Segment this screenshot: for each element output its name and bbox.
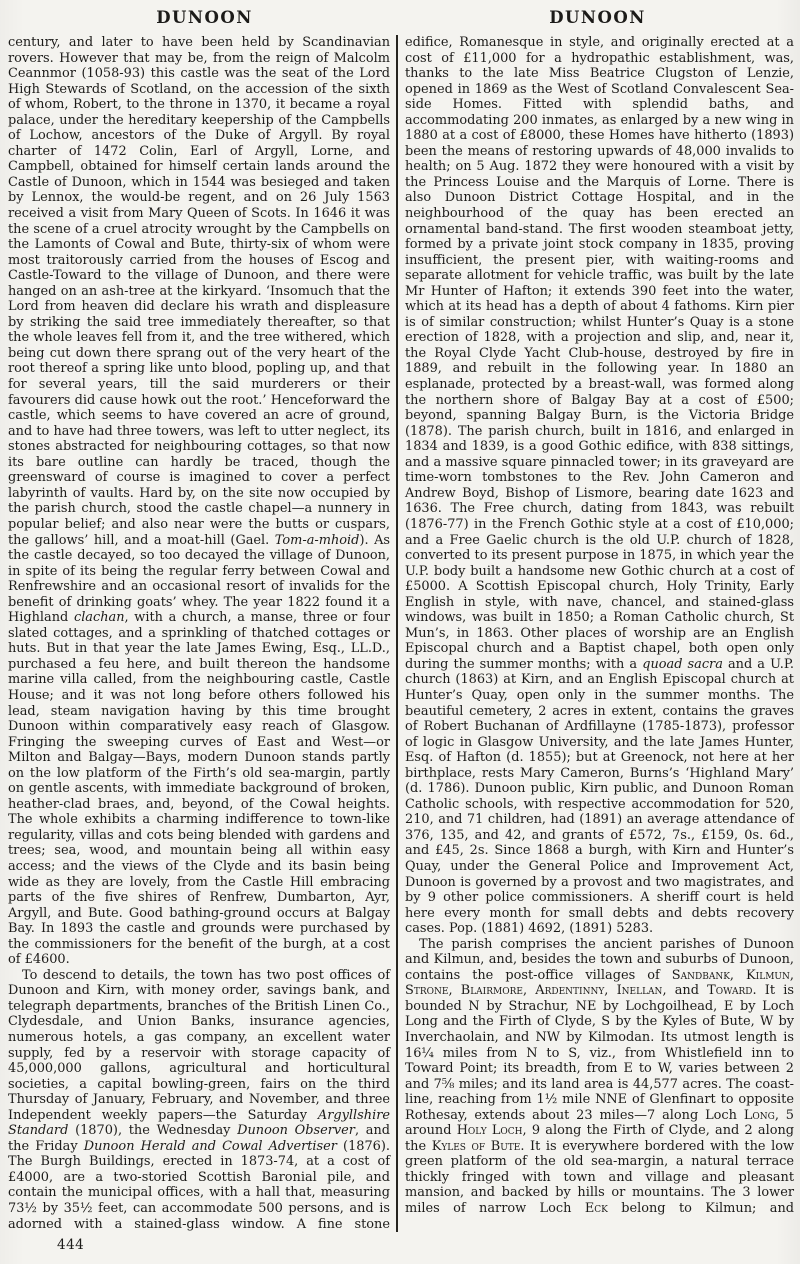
text-segment: , — [729, 967, 747, 983]
text-columns — [8, 35, 794, 1232]
text-segment: (1876). The Burgh Buildings, erected in 1873-74, at a cost of £4000, are a two-storied Scottish Baronial pile, and contain the municipal offices, with a hall that, measuring 73½ by 35½ feet, can accommodate 500 persons, and is adorned with a stained-glass window. A fine stone — [8, 1138, 391, 1232]
text-segment: , — [522, 983, 536, 999]
paragraph — [405, 937, 794, 1217]
text-segment: The parish comprises the ancient parishes of Dunoon and Kilmun, and, besides the town and suburbs of Dunoon, contains the post-office villages of — [405, 936, 794, 983]
text-segment: Holy Loch — [456, 1123, 523, 1139]
page-number: 444 — [57, 1237, 85, 1253]
running-head-right: DUNOON — [549, 8, 646, 27]
text-segment: Blairmore — [460, 983, 523, 999]
text-segment: quoad sacra — [642, 656, 723, 672]
text-segment: Argyllshire Standard — [8, 1107, 390, 1139]
text-segment: belong to Kilmun; and — [607, 1201, 794, 1217]
text-segment: Tom-a-mhoid — [274, 532, 360, 548]
text-segment: Kilmun — [746, 967, 790, 983]
text-segment: , — [789, 967, 794, 983]
text-segment: , and — [662, 983, 708, 999]
text-segment: , and the Friday — [8, 1123, 390, 1154]
text-segment: , — [604, 983, 617, 999]
text-segment: ). As the castle decayed, so too decayed the village of Dunoon, in spite of its being the regular ferry between Cowal and Renfrewshire and an occasional resort of invalids for the benefit of drinking goats’ whey. The year 1822 found it a Highland — [8, 532, 390, 626]
text-segment: century, and later to have been held by Scandinavian rovers. However that may be, from the reign of Malcolm Ceannmor (1058-93) this castle was the seat of the Lord High Stewards of Scotland, on the accession of the sixth of whom, Robert, to the throne in 1370, it became a royal palace, under the hereditary keepership of the Campbells of Lochow, ancestors of the Duke of Argyll. By royal charter of 1472 Colin, Earl of Argyll, Lorne, and Campbell, obtained for himself certain lands around the Castle of Dunoon, which in 1544 was besieged and taken by Lennox, the would-be regent, and on 26 July 1563 received a visit from Mary Queen of Scots. In 1646 it was the scene of a cruel atrocity wrought by the Campbells on the Lamonts of Cowal and Bute, thirty-six of whom were most traitorously carried from the houses of Escog and Castle-Toward to the village of Dunoon, and there were hanged on an ash-tree at the kirkyard. ‘Insomuch that the Lord from heaven did declare his wrath and displeasure by striking the said tree immediately thereafter, so that the whole leaves fell from it, and the tree withered, which being cut down there sprang out of the very heart of the root thereof a spring like unto blood, popling up, and that for several years, till the said murderers or their favourers did cause howk out the root.’ Henceforward the castle, which seems to have covered an acre of ground, and to have had three towers, was left to utter neglect, its stones abstracted for neighbouring cottages, so that now its bare outline can hardly be traced, though the greensward of course is imagined to cover a perfect labyrinth of vaults. Hard by, on the site now occupied by the parish church, stood the castle chapel—a nunnery in popular belief; and also near were the butts or cuspars, the gallows’ hill, and a moat-hill (Gael. — [8, 35, 390, 548]
text-segment: , 9 along the Firth of Clyde, and 2 along the — [405, 1123, 795, 1154]
text-segment: . It is bounded N by Strachur, NE by Lochgoilhead, E by Loch Long and the Firth of Clyde, S by the Kyles of Bute, W by Inverchaolain, and NW by Kilmodan. Its utmost length is 16¼ miles from N to S, viz., from Whistlefield inn to Toward Point; its breadth, from E to W, varies between 2 and 7⅝ miles; and its land area is 44,577 acres. The coast-line, reaching from 1½ mile NNE of Glenfinart to opposite Rothesay, extends about 23 miles—7 along Loch — [405, 983, 794, 1123]
paragraph — [405, 35, 794, 937]
text-segment: , 5 around — [405, 1107, 794, 1139]
text-segment: Sandbank — [671, 967, 730, 983]
text-segment: , with a church, a manse, three or four slated cottages, and a sprinkling of thatched cottages or huts. But in that year the late James Ewing, Esq., LL.D., purchased a feu here, and built thereon the handsome marine villa called, from the neighbouring castle, Castle House; and it was not long before others followed his lead, steam navigation having by this time brought Dunoon within comparatively easy reach of Glasgow. Fringing the sweeping curves of East and West—or Milton and Balgay—Bays, modern Dunoon stands partly on the low platform of the Firth’s old sea-margin, partly on gentle ascents, with immediate background of broken, heather-clad braes, and, beyond, of the Cowal heights. The whole exhibits a charming indifference to town-like regularity, villas and cots being blended with gardens and trees; sea, wood, and mountain being all within easy access; and the views of the Clyde and its basin being wide as they are lovely, from the Castle Hill embracing parts of the five shires of Renfrew, Dumbarton, Ayr, Argyll, and Bute. Good bathing-ground occurs at Balgay Bay. In 1893 the castle and grounds were purchased by the commissioners for the benefit of the burgh, at a cost of £4600. — [8, 610, 390, 968]
text-segment: Strone — [405, 983, 449, 999]
text-segment: To descend to details, the town has two post offices of Dunoon and Kirn, with money order, savings bank, and telegraph departments, branches of the British Linen Co., Clydesdale, and Union Banks, insurance agencies, numerous hotels, a gas company, an excellent water supply, fed by a reservoir with storage capacity of 45,000,000 gallons, agricultural and horticultural societies, a capital bowling-green, fairs on the third Thursday of January, February, and November, and three Independent weekly papers—the Saturday — [8, 967, 390, 1123]
text-segment: Dunoon Herald and Cowal Advertiser — [83, 1138, 337, 1154]
paragraph — [8, 968, 390, 1232]
text-segment: and a U.P. church (1863) at Kirn, and an English Episcopal church at Hunter’s Quay, open only in the summer months. The beautiful cemetery, 2 acres in extent, contains the graves of Robert Buchanan of Ardfillayne (1785-1873), professor of logic in Glasgow University, and the late James Hunter, Esq. of Hafton (d. 1855); but at Greenock, not here at her birthplace, rests Mary Cameron, Burns’s ‘Highland Mary’ (d. 1786). Dunoon public, Kirn public, and Dunoon Roman Catholic schools, with respective accommodation for 520, 210, and 71 children, had (1891) an average attendance of 376, 135, and 42, and grants of £572, 7s., £159, 0s. 6d., and £45, 2s. Since 1868 a burgh, with Kirn and Hunter’s Quay, under the General Police and Improvement Act, Dunoon is governed by a provost and two magistrates, and by 9 other police commissioners. A sheriff court is held here every month for small debts and debts recovery cases. Pop. (1881) 4692, (1891) 5283. — [405, 656, 795, 937]
text-segment: clachan — [73, 610, 125, 626]
text-segment: , — [448, 983, 461, 999]
text-segment: Kyles of Bute — [431, 1138, 521, 1154]
text-segment: Ardentinny — [535, 983, 605, 999]
left-column — [8, 35, 393, 1232]
text-segment: Inellan — [616, 983, 663, 999]
text-segment: Toward — [707, 983, 753, 999]
text-segment: Eck — [584, 1201, 608, 1217]
text-segment: (1870), the Wednesday — [68, 1123, 238, 1139]
text-segment: Dunoon Observer — [237, 1123, 355, 1139]
right-column — [396, 35, 794, 1232]
text-segment: . It is everywhere bordered with the low green platform of the old sea-margin, a natural terrace thickly fringed with town and village and pleasant mansion, and backed by hills or mountains. The 3 lower miles of narrow Loch — [405, 1138, 794, 1217]
running-heads — [8, 7, 794, 29]
text-segment: Long — [743, 1107, 775, 1123]
text-segment: edifice, Romanesque in style, and originally erected at a cost of £11,000 for a hydropathic establishment, was, thanks to the late Miss Beatrice Clugston of Lenzie, opened in 1869 as the West of Scotland Convalescent Sea-side Homes. Fitted with splendid baths, and accommodating 200 inmates, as enlarged by a new wing in 1880 at a cost of £8000, these Homes have hitherto (1893) been the means of restoring upwards of 48,000 invalids to health; on 5 Aug. 1872 they were honoured with a visit by the Princess Louise and the Marquis of Lorne. There is also Dunoon District Cottage Hospital, and in the neighbourhood of the quay has been erected an ornamental band-stand. The first wooden steamboat jetty, formed by a private joint stock company in 1835, proving insufficient, the present pier, with waiting-rooms and separate allotment for vehicle traffic, was built by the late Mr Hunter of Hafton; it extends 390 feet into the water, which at its head has a depth of about 4 fathoms. Kirn pier is of similar construction; whilst Hunter’s Quay is a stone erection of 1828, with a projection and slip, and, near it, the Royal Clyde Yacht Club-house, destroyed by fire in 1889, and rebuilt in the following year. In 1880 an esplanade, protected by a breast-wall, was formed along the northern shore of Balgay Bay at a cost of £500; beyond, spanning Balgay Burn, is the Victoria Bridge (1878). The parish church, built in 1816, and enlarged in 1834 and 1839, is a good Gothic edifice, with 838 sittings, and a massive square pinnacled tower; in its graveyard are time-worn tombstones to the Rev. John Cameron and Andrew Boyd, Bishop of Lismore, bearing date 1623 and 1636. The Free church, dating from 1843, was rebuilt (1876-77) in the French Gothic style at a cost of £10,000; and a Free Gaelic church is the old U.P. church of 1828, converted to its present purpose in 1875, in which year the U.P. body built a handsome new Gothic church at a cost of £5000. A Scottish Episcopal church, Holy Trinity, Early English in style, with nave, chancel, and stained-glass windows, was built in 1850; a Roman Catholic church, St Mun’s, in 1863. Other places of worship are an English Episcopal church and a Baptist chapel, both open only during the summer months; with a — [405, 35, 794, 672]
running-head-left: DUNOON — [156, 8, 253, 27]
paragraph — [8, 35, 390, 968]
